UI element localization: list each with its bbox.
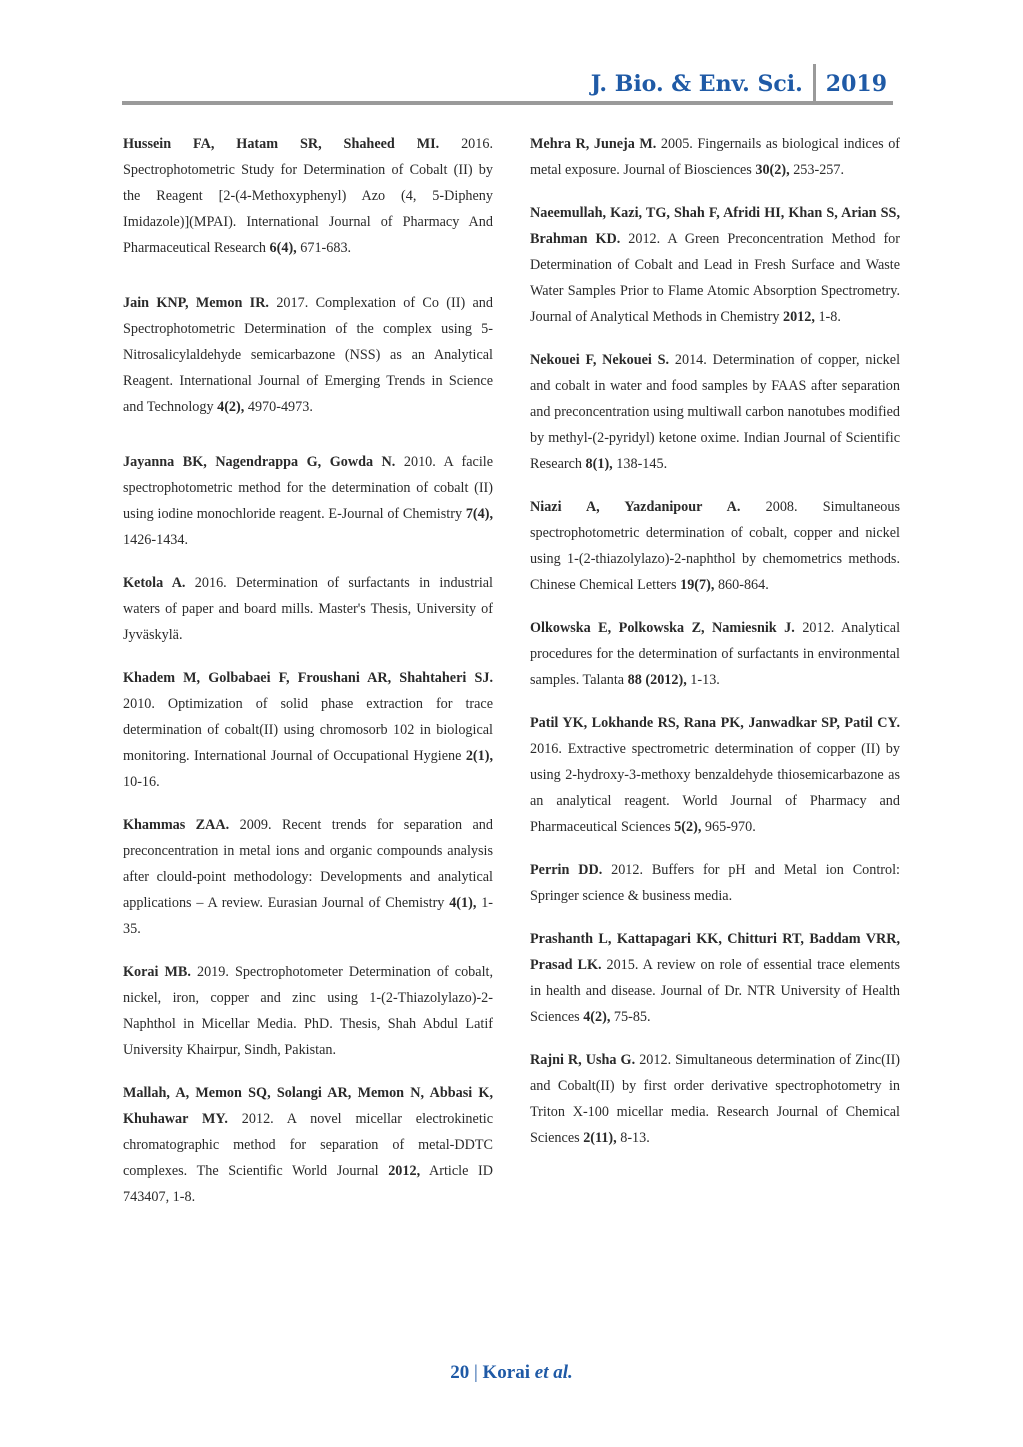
reference-entry: Jayanna BK, Nagendrappa G, Gowda N. 2010. A facile spectrophotometric method for the determination of cobalt (II) using iodine monochloride reagent. E-Journal of Chemistry 7(4), 1426-1434. (123, 454, 494, 548)
reference-entry: Naeemullah, Kazi, TG, Shah F, Afridi HI, Khan S, Arian SS, Brahman KD. 2012. A Green Preconcentration Method for Determination of Cobalt and Lead in Fresh Surface and Waste Water Samples Prior to Flame Atomic Absorption Spectrometry. Journal of Analytical Methods in Chemistry 2012, 1-8. (530, 205, 900, 325)
footer-author: Korai (482, 1362, 531, 1383)
reference-entry: Olkowska E, Polkowska Z, Namiesnik J. 2012. Analytical procedures for the determination of surfactants in environmental samples. Talanta 88 (2012), 1-13. (530, 620, 901, 688)
journal-title: J. Bio. & Env. Sci. (590, 71, 803, 97)
reference-entry: Mallah, A, Memon SQ, Solangi AR, Memon N, Abbasi K, Khuhawar MY. 2012. A novel micellar electrokinetic chromatographic method for separation of metal-DDTC complexes. The Scientific World Journal 2012, Article ID 743407, 1-8. (123, 1085, 494, 1205)
header-rule (122, 101, 893, 105)
journal-header (591, 64, 887, 104)
reference-entry: Jain KNP, Memon IR. 2017. Complexation of Co (II) and Spectrophotometric Determination of the complex using 5-Nitrosalicylaldehyde semicarbazone (NSS) as an Analytical Reagent. International Journal of Emerging Trends in Science and Technology 4(2), 4970-4973. (123, 295, 493, 415)
reference-entry: Nekouei F, Nekouei S. 2014. Determination of copper, nickel and cobalt in water and food samples by FAAS after separation and preconcentration using multiwall carbon nanotubes modified by methyl-(2-pyridyl) ketone oxime. Indian Journal of Scientific Research 8(1), 138-145. (530, 352, 901, 472)
journal-year: 2019 (825, 71, 887, 97)
reference-entry: Prashanth L, Kattapagari KK, Chitturi RT, Baddam VRR, Prasad LK. 2015. A review on role of essential trace elements in health and disease. Journal of Dr. NTR University of Health Sciences 4(2), 75-85. (530, 931, 901, 1025)
reference-entry: Khadem M, Golbabaei F, Froushani AR, Shahtaheri SJ. 2010. Optimization of solid phase extraction for trace determination of cobalt(II) using chromosorb 102 in biological monitoring. International Journal of Occupational Hygiene 2(1), 10-16. (123, 670, 493, 790)
reference-entry: Niazi A, Yazdanipour A. 2008. Simultaneous spectrophotometric determination of cobalt, copper and nickel using 1-(2-thiazolylazo)-2-naphthol by chemometrics methods. Chinese Chemical Letters 19(7), 860-864. (530, 499, 900, 593)
reference-entry: Ketola A. 2016. Determination of surfactants in industrial waters of paper and board mills. Master's Thesis, University of Jyväskylä. (123, 575, 493, 643)
footer-separator: | (473, 1362, 478, 1383)
page-number: 20 (450, 1362, 470, 1383)
reference-entry: Mehra R, Juneja M. 2005. Fingernails as biological indices of metal exposure. Journal of Biosciences 30(2), 253-257. (530, 136, 901, 178)
reference-entry: Khammas ZAA. 2009. Recent trends for separation and preconcentration in metal ions and organic compounds analysis after clould-point methodology: Developments and analytical applications – A review. Eurasian Journal of Chemistry 4(1), 1-35. (123, 817, 494, 937)
left-column (123, 131, 493, 1227)
footer-etal: et al. (534, 1362, 573, 1383)
right-column (530, 131, 900, 1168)
page-footer (0, 1362, 1023, 1384)
reference-entry: Rajni R, Usha G. 2012. Simultaneous determination of Zinc(II) and Cobalt(II) by first order derivative spectrophotometry in Triton X-100 micellar media. Research Journal of Chemical Sciences 2(11), 8-13. (530, 1052, 901, 1146)
reference-entry: Hussein FA, Hatam SR, Shaheed MI. 2016. Spectrophotometric Study for Determination of Cobalt (II) by the Reagent [2-(4-Methoxyphenyl) Azo (4, 5-Dipheny Imidazole)](MPAI). International Journal of Pharmacy And Pharmaceutical Research 6(4), 671-683. (123, 136, 493, 256)
header-separator (813, 64, 816, 104)
reference-entry: Korai MB. 2019. Spectrophotometer Determination of cobalt, nickel, iron, copper and zinc using 1-(2-Thiazolylazo)-2-Naphthol in Micellar Media. PhD. Thesis, Shah Abdul Latif University Khairpur, Sindh, Pakistan. (123, 964, 493, 1058)
reference-entry: Patil YK, Lokhande RS, Rana PK, Janwadkar SP, Patil CY. 2016. Extractive spectrometric determination of copper (II) by using 2-hydroxy-3-methoxy benzaldehyde thiosemicarbazone as an analytical reagent. World Journal of Pharmacy and Pharmaceutical Sciences 5(2), 965-970. (530, 715, 900, 835)
reference-entry: Perrin DD. 2012. Buffers for pH and Metal ion Control: Springer science & business media. (530, 862, 900, 904)
